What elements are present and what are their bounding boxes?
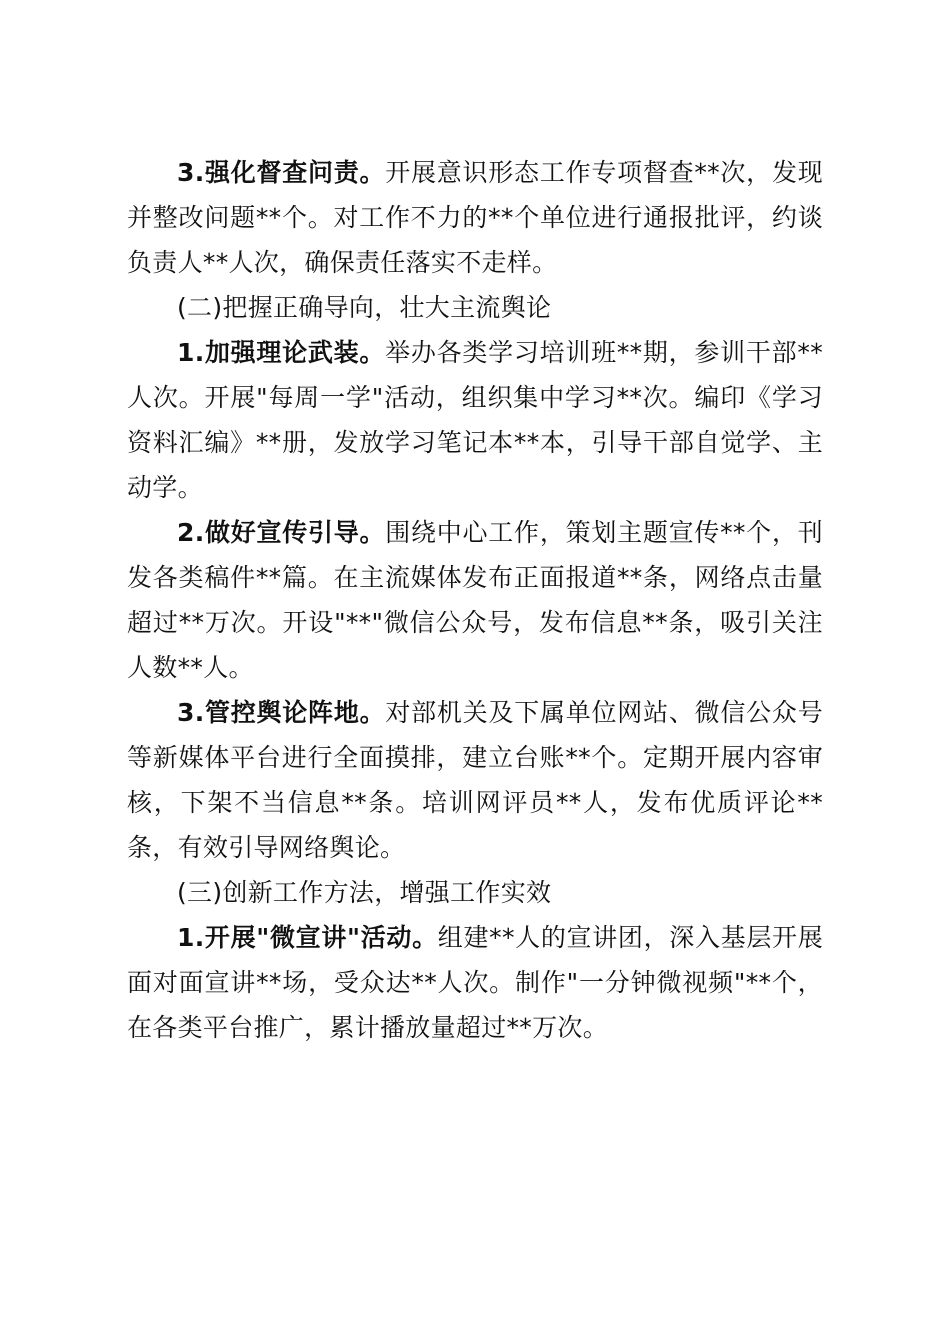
section-heading-3	[127, 870, 823, 915]
paragraph-body: 举办各类学习培训班**期，参训干部**人次。开展"每周一学"活动，组织集中学习**次。编印《学习资料汇编》**册，发放学习笔记本**本，引导干部自觉学、主动学。	[127, 338, 824, 502]
paragraph-body: 围绕中心工作，策划主题宣传**个，刊发各类稿件**篇。在主流媒体发布正面报道**条，网络点击量超过**万次。开设"**"微信公众号，发布信息**条，吸引关注人数**人。	[127, 518, 824, 682]
paragraph-heading: 3.管控舆论阵地。	[177, 698, 386, 727]
paragraph-opinion-control	[127, 690, 823, 870]
document-page	[127, 150, 823, 1050]
paragraph-heading: 1.加强理论武装。	[177, 338, 386, 367]
paragraph-heading: 1.开展"微宣讲"活动。	[177, 923, 438, 952]
paragraph-supervision-accountability	[127, 150, 823, 285]
section-heading-2	[127, 285, 823, 330]
paragraph-micro-lecture	[127, 915, 823, 1050]
paragraph-body: 对部机关及下属单位网站、微信公众号等新媒体平台进行全面摸排，建立台账**个。定期开展内容审核，下架不当信息**条。培训网评员**人，发布优质评论**条，有效引导网络舆论。	[127, 698, 823, 862]
paragraph-body: 组建**人的宣讲团，深入基层开展面对面宣讲**场，受众达**人次。制作"一分钟微视频"**个，在各类平台推广，累计播放量超过**万次。	[127, 923, 823, 1042]
section-heading-text: (二)把握正确导向，壮大主流舆论	[177, 293, 552, 322]
section-heading-text: (三)创新工作方法，增强工作实效	[177, 878, 552, 907]
paragraph-theory-arming	[127, 330, 823, 510]
paragraph-heading: 3.强化督查问责。	[177, 158, 386, 187]
paragraph-body: 开展意识形态工作专项督查**次，发现并整改问题**个。对工作不力的**个单位进行通报批评，约谈负责人**人次，确保责任落实不走样。	[127, 158, 824, 277]
paragraph-heading: 2.做好宣传引导。	[177, 518, 386, 547]
paragraph-publicity-guidance	[127, 510, 823, 690]
